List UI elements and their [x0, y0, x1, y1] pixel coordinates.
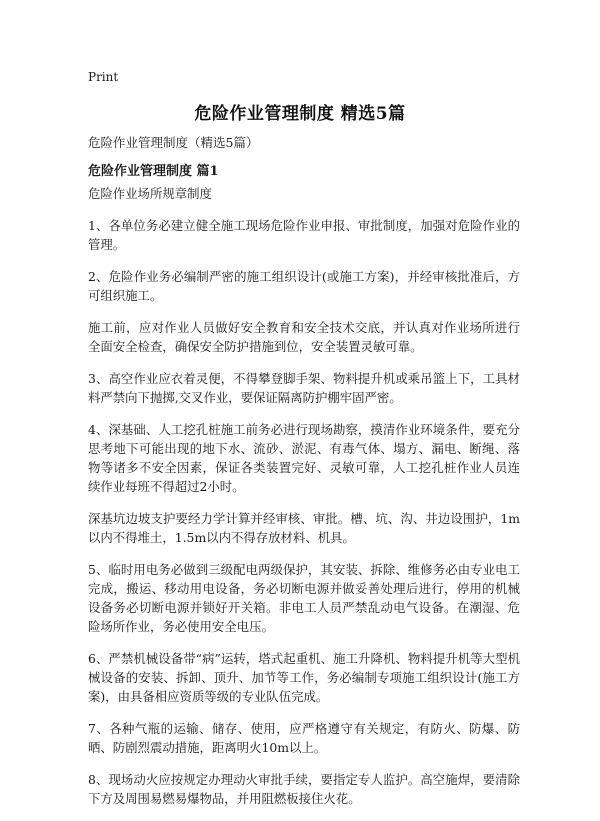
section-heading: 危险作业管理制度 篇1 — [88, 164, 219, 179]
paragraph-rule-2: 2、危险作业务必编制严密的施工组织设计(或施工方案)，并经审核批准后，方可组织施工。 — [88, 269, 520, 303]
paragraph-rule-6: 6、严禁机械设备带“病”运转，塔式起重机、施工升降机、物料提升机等大型机械设备的安装、拆卸、顶升、加节等工作，务必编制专项施工组织设计(施工方案)，由具备相应资质等级的专业队伍完成。 — [88, 651, 520, 704]
paragraph-rule-1: 1、各单位务必建立健全施工现场危险作业申报、审批制度，加强对危险作业的管理。 — [88, 218, 520, 252]
paragraph-rule-7: 7、各种气瓶的运输、储存、使用，应严格遵守有关规定，有防火、防爆、防晒、防剧烈震动措施，距离明火10m以上。 — [88, 721, 520, 755]
paragraph-intro: 危险作业场所规章制度 — [88, 186, 212, 201]
page-title: 危险作业管理制度 精选5篇 — [194, 104, 406, 124]
paragraph-rule-5: 5、临时用电务必做到三级配电两级保护，其安装、拆除、维修务必由专业电工完成，搬运、移动用电设备，务必切断电源并做妥善处理后进行，停用的机械设备务必切断电源并锁好开关箱。非电工人员严禁乱动电气设备。在潮湿、危险场所作业，务必使用安全电压。 — [88, 562, 520, 634]
paragraph-rule-3: 3、高空作业应衣着灵便，不得攀登脚手架、物料提升机或乘吊篮上下，工具材料严禁向下抛掷,交叉作业，要保证隔离防护棚牢固严密。 — [88, 371, 520, 405]
paragraph-rule-2-detail: 施工前，应对作业人员做好安全教育和安全技术交底，并认真对作业场所进行全面安全检查，确保安全防护措施到位，安全装置灵敏可靠。 — [88, 320, 520, 354]
paragraph-rule-4: 4、深基础、人工挖孔桩施工前务必进行现场勘察，摸清作业环境条件，要充分思考地下可能出现的地下水、流砂、淤泥、有毒气体、塌方、漏电、断绳、落物等诸多不安全因素，保证各类装置完好、灵敏可靠，人工挖孔桩作业人员连续作业每班不得超过2小时。 — [88, 422, 520, 494]
paragraph-rule-8: 8、现场动火应按规定办理动火审批手续，要指定专人监护。高空施焊，要清除下方及周围易燃易爆物品，并用阻燃板接住火花。 — [88, 772, 520, 806]
document-subtitle: 危险作业管理制度（精选5篇） — [88, 135, 259, 150]
document-body — [88, 184, 520, 821]
print-link[interactable]: Print — [88, 70, 119, 84]
paragraph-rule-4-detail: 深基坑边坡支护要经力学计算并经审核、审批。槽、坑、沟、井边设围护，1m以内不得堆土，1.5m以内不得存放材料、机具。 — [88, 511, 520, 545]
